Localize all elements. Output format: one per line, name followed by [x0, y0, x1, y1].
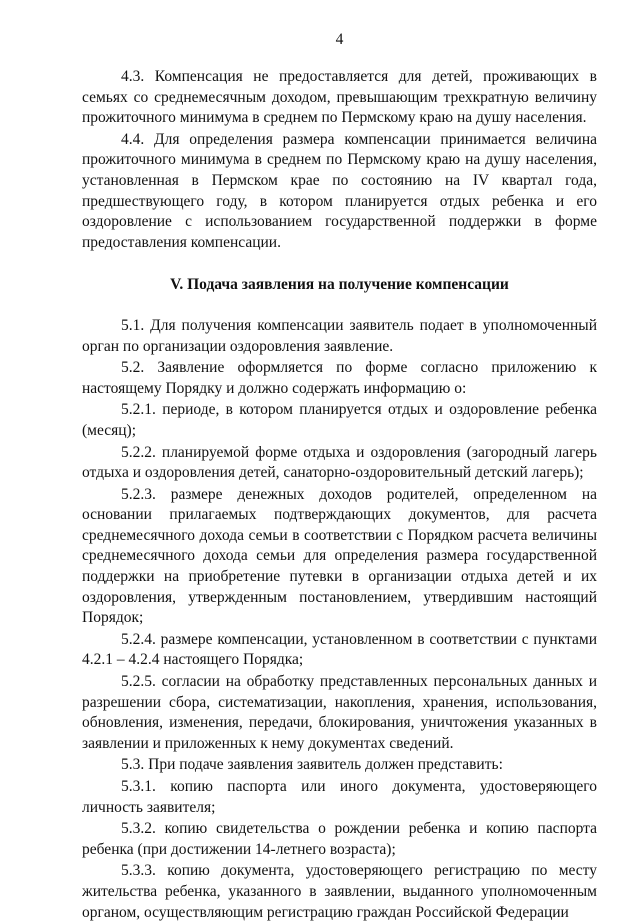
paragraph-4-3: 4.3. Компенсация не предоставляется для детей, проживающих в семьях со среднемесячным доходом, превышающим трехкратную величину прожиточного минимума в среднем по Пермскому краю на душу населения. [82, 68, 597, 127]
paragraph-5-3-1: 5.3.1. копию паспорта или иного документа, удостоверяющего личность заявителя; [82, 778, 597, 816]
paragraph-5-3-3: 5.3.3. копию документа, удостоверяющего регистрацию по месту жительства ребенка, указанного в заявлении, выданного уполномоченным органом, осуществляющим регистрацию граждан Российской Федерации [82, 862, 597, 921]
section-heading: V. Подача заявления на получение компенсации [170, 276, 509, 294]
paragraph-5-3: 5.3. При подаче заявления заявитель должен представить: [121, 756, 503, 774]
paragraph-5-1: 5.1. Для получения компенсации заявитель подает в уполномоченный орган по организации оздоровления заявление. [82, 316, 597, 355]
paragraph-5-2-5: 5.2.5. согласии на обработку представленных персональных данных и разрешении сбора, систематизации, накопления, хранения, использования, обновления, изменения, передачи, блокирования, уничтожения указанных в заявлении и приложенных к нему документах сведений. [82, 673, 597, 752]
paragraph-5-2-2: 5.2.2. планируемой форме отдыха и оздоровления (загородный лагерь отдыха и оздоровления детей, санаторно-оздоровительный детский лагерь); [82, 443, 597, 482]
paragraph-5-2-3: 5.2.3. размере денежных доходов родителей, определенном на основании прилагаемых подтверждающих документов, для расчета среднемесячного дохода семьи в соответствии с Порядком расчета величины среднемесячного дохода семьи для определения размера государственной поддержки на приобретение путевки в организации отдыха детей и их оздоровления, утвержденным постановлением, утвердившим настоящий Порядок; [82, 485, 597, 627]
page-number: 4 [335, 31, 344, 48]
paragraph-5-3-2: 5.3.2. копию свидетельства о рождении ребенка и копию паспорта ребенка (при достижении 14-летнего возраста); [82, 820, 597, 858]
paragraph-5-2-1: 5.2.1. периоде, в котором планируется отдых и оздоровление ребенка (месяц); [82, 401, 597, 439]
paragraph-5-2-4: 5.2.4. размере компенсации, установленном в соответствии с пунктами 4.2.1 – 4.2.4 настоящего Порядка; [82, 630, 597, 669]
paragraph-4-4: 4.4. Для определения размера компенсации принимается величина прожиточного минимума в среднем по Пермскому краю на душу населения, установленная в Пермском крае по состоянию на IV квартал года, предшествующего году, в котором планируется отдых ребенка и его оздоровление с использованием государственной поддержки в форме предоставления компенсации. [82, 130, 597, 251]
paragraph-5-2: 5.2. Заявление оформляется по форме согласно приложению к настоящему Порядку и должно содержать информацию о: [82, 359, 597, 397]
